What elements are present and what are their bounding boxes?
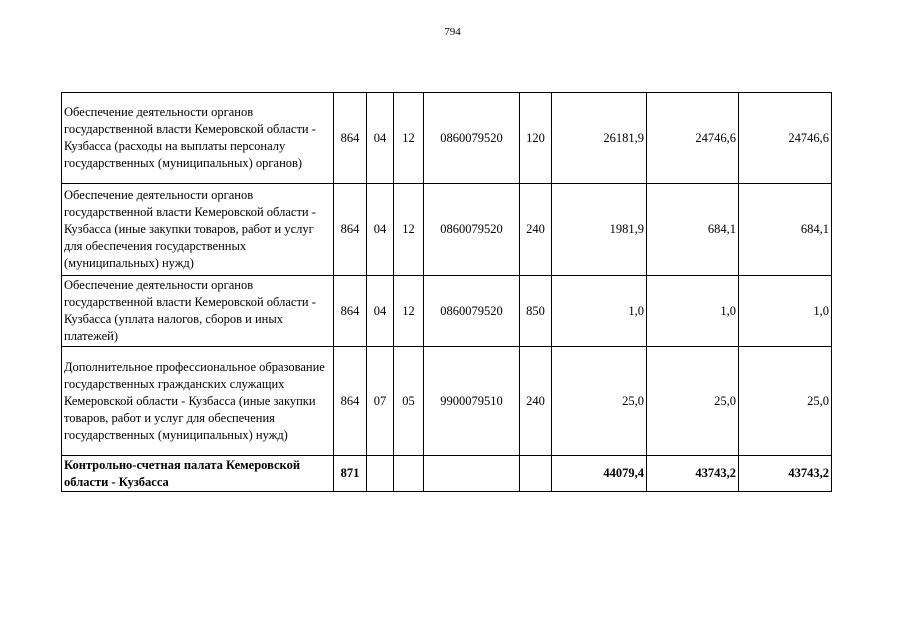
ministry-code: 864 <box>334 347 367 456</box>
row-description: Обеспечение деятельности органов государственной власти Кемеровской области - Кузбасса (иные закупки товаров, работ и услуг для обеспечения государственных (муниципальных) нужд) <box>62 184 334 276</box>
subsection-code: 12 <box>394 93 424 184</box>
section-code: 07 <box>367 347 394 456</box>
ministry-code: 864 <box>334 276 367 347</box>
amount-year-3: 684,1 <box>739 184 832 276</box>
table-row <box>62 347 832 456</box>
row-description: Контрольно-счетная палата Кемеровской области - Кузбасса <box>62 456 334 492</box>
subsection-code: 12 <box>394 276 424 347</box>
target-article-code: 0860079520 <box>424 93 520 184</box>
target-article-code: 0860079520 <box>424 184 520 276</box>
amount-year-1: 25,0 <box>552 347 647 456</box>
ministry-code: 864 <box>334 93 367 184</box>
amount-year-3: 24746,6 <box>739 93 832 184</box>
ministry-code: 871 <box>334 456 367 492</box>
amount-year-2: 1,0 <box>647 276 739 347</box>
amount-year-1: 1981,9 <box>552 184 647 276</box>
amount-year-1: 1,0 <box>552 276 647 347</box>
table-row <box>62 184 832 276</box>
subsection-code <box>394 456 424 492</box>
expense-type-code: 120 <box>520 93 552 184</box>
amount-year-2: 43743,2 <box>647 456 739 492</box>
target-article-code <box>424 456 520 492</box>
amount-year-3: 25,0 <box>739 347 832 456</box>
section-code: 04 <box>367 93 394 184</box>
expense-type-code: 240 <box>520 347 552 456</box>
section-code: 04 <box>367 184 394 276</box>
target-article-code: 0860079520 <box>424 276 520 347</box>
ministry-code: 864 <box>334 184 367 276</box>
expense-type-code: 240 <box>520 184 552 276</box>
section-code <box>367 456 394 492</box>
section-code: 04 <box>367 276 394 347</box>
expense-type-code <box>520 456 552 492</box>
expense-type-code: 850 <box>520 276 552 347</box>
row-description: Дополнительное профессиональное образование государственных гражданских служащих Кемеровской области - Кузбасса (иные закупки товаров, работ и услуг для обеспечения государственных (муниципальных) нужд) <box>62 347 334 456</box>
page-number: 794 <box>444 26 461 38</box>
amount-year-2: 24746,6 <box>647 93 739 184</box>
amount-year-2: 25,0 <box>647 347 739 456</box>
table-row <box>62 93 832 184</box>
amount-year-1: 26181,9 <box>552 93 647 184</box>
subsection-code: 05 <box>394 347 424 456</box>
amount-year-3: 43743,2 <box>739 456 832 492</box>
subsection-code: 12 <box>394 184 424 276</box>
table-row <box>62 276 832 347</box>
target-article-code: 9900079510 <box>424 347 520 456</box>
budget-table <box>61 92 832 492</box>
table-row-total <box>62 456 832 492</box>
amount-year-3: 1,0 <box>739 276 832 347</box>
amount-year-1: 44079,4 <box>552 456 647 492</box>
row-description: Обеспечение деятельности органов государственной власти Кемеровской области - Кузбасса (расходы на выплаты персоналу государственных (муниципальных) органов) <box>62 93 334 184</box>
row-description: Обеспечение деятельности органов государственной власти Кемеровской области - Кузбасса (уплата налогов, сборов и иных платежей) <box>62 276 334 347</box>
amount-year-2: 684,1 <box>647 184 739 276</box>
